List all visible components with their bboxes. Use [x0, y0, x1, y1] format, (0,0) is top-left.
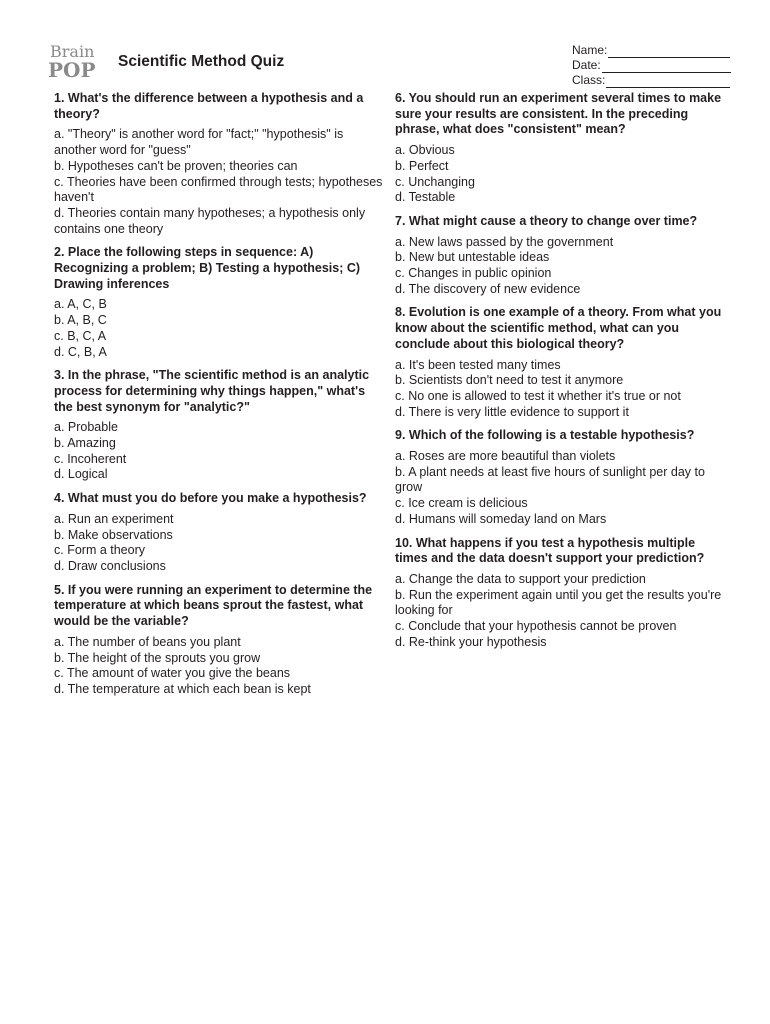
- option-c: c. The amount of water you give the beans: [54, 666, 291, 681]
- right-column: [395, 91, 725, 659]
- option-a: a. Run an experiment: [54, 511, 174, 526]
- option-d: d. Logical: [54, 467, 108, 482]
- option-a: a. Probable: [54, 420, 118, 435]
- question-2: [54, 245, 384, 360]
- brainpop-logo: [47, 40, 97, 82]
- option-c: c. Unchanging: [395, 174, 475, 189]
- question-text: 2. Place the following steps in sequence: A) Recognizing a problem; B) Testing a hypothesis; C) Drawing inferences: [54, 245, 361, 291]
- option-b: b. A plant needs at least five hours of sunlight per day to grow: [395, 464, 705, 495]
- option-d: d. The temperature at which each bean is kept: [54, 681, 311, 696]
- question-6: [395, 91, 725, 206]
- question-3: [54, 368, 384, 483]
- option-d: d. Humans will someday land on Mars: [395, 511, 607, 526]
- option-b: b. New but untestable ideas: [395, 250, 550, 265]
- student-info-fields: [572, 43, 731, 88]
- question-text: 8. Evolution is one example of a theory. From what you know about the scientific method, what can you conclude about this biological theory?: [395, 305, 722, 351]
- name-field[interactable]: [572, 43, 731, 58]
- option-b: b. A, B, C: [54, 313, 107, 328]
- question-text: 6. You should run an experiment several times to make sure your results are consistent. In the preceding phrase, what does "consistent" mean?: [395, 91, 722, 137]
- option-a: a. New laws passed by the government: [395, 234, 614, 249]
- question-text: 9. Which of the following is a testable hypothesis?: [395, 428, 695, 443]
- date-line[interactable]: [602, 61, 731, 73]
- class-field[interactable]: [572, 73, 731, 88]
- option-a: a. Change the data to support your prediction: [395, 571, 646, 586]
- logo-text-bottom: POP: [48, 58, 96, 82]
- option-b: b. Make observations: [54, 527, 173, 542]
- option-a: a. Roses are more beautiful than violets: [395, 449, 616, 464]
- date-label: Date:: [572, 58, 601, 72]
- question-text: 5. If you were running an experiment to determine the temperature at which beans sprout the fastest, what would be the variable?: [54, 582, 373, 629]
- option-d: d. Testable: [395, 190, 456, 205]
- option-b: b. Scientists don't need to test it anymore: [395, 373, 624, 388]
- option-c: c. Changes in public opinion: [395, 266, 552, 281]
- date-field[interactable]: [572, 58, 731, 73]
- question-text: 1. What's the difference between a hypothesis and a theory?: [54, 91, 364, 121]
- question-4: [54, 491, 384, 575]
- question-5: [54, 583, 384, 698]
- question-text: 7. What might cause a theory to change over time?: [395, 213, 698, 228]
- option-c: c. No one is allowed to test it whether it's true or not: [395, 388, 681, 403]
- option-a: a. "Theory" is another word for "fact;" "hypothesis" is another word for "guess": [54, 127, 344, 158]
- option-c: c. Ice cream is delicious: [395, 496, 528, 511]
- option-c: c. Theories have been confirmed through tests; hypotheses haven't: [54, 174, 383, 205]
- page-title: Scientific Method Quiz: [118, 53, 285, 70]
- option-c: c. Form a theory: [54, 543, 145, 558]
- option-d: d. C, B, A: [54, 344, 107, 359]
- class-label: Class:: [572, 73, 606, 87]
- option-d: d. Theories contain many hypotheses; a hypothesis only contains one theory: [54, 205, 366, 236]
- option-c: c. Incoherent: [54, 451, 127, 466]
- question-1: [54, 91, 384, 237]
- option-d: d. There is very little evidence to support it: [395, 404, 629, 419]
- option-a: a. Obvious: [395, 143, 455, 158]
- question-text: 3. In the phrase, "The scientific method is an analytic process for determining why things happen," what's the best synonym for "analytic?": [54, 368, 370, 414]
- option-b: b. Perfect: [395, 158, 449, 173]
- option-c: c. Conclude that your hypothesis cannot be proven: [395, 619, 677, 634]
- option-a: a. It's been tested many times: [395, 357, 561, 372]
- option-b: b. Run the experiment again until you get the results you're looking for: [395, 587, 722, 618]
- name-line[interactable]: [608, 46, 730, 58]
- class-line[interactable]: [606, 76, 730, 88]
- option-a: a. A, C, B: [54, 297, 107, 312]
- name-label: Name:: [572, 43, 608, 57]
- question-text: 10. What happens if you test a hypothesis multiple times and the data doesn't support your prediction?: [395, 535, 705, 566]
- option-d: d. Draw conclusions: [54, 558, 166, 573]
- option-d: d. Re-think your hypothesis: [395, 634, 547, 649]
- option-b: b. Amazing: [54, 436, 116, 451]
- option-c: c. B, C, A: [54, 328, 107, 343]
- left-column: [54, 91, 384, 706]
- question-8: [395, 305, 725, 420]
- logo-text-top: Brain: [50, 42, 95, 61]
- option-b: b. Hypotheses can't be proven; theories can: [54, 158, 298, 173]
- option-a: a. The number of beans you plant: [54, 634, 241, 649]
- question-text: 4. What must you do before you make a hypothesis?: [54, 491, 367, 506]
- question-10: [395, 536, 725, 651]
- option-b: b. The height of the sprouts you grow: [54, 650, 261, 665]
- option-d: d. The discovery of new evidence: [395, 281, 581, 296]
- question-9: [395, 428, 725, 527]
- question-7: [395, 214, 725, 298]
